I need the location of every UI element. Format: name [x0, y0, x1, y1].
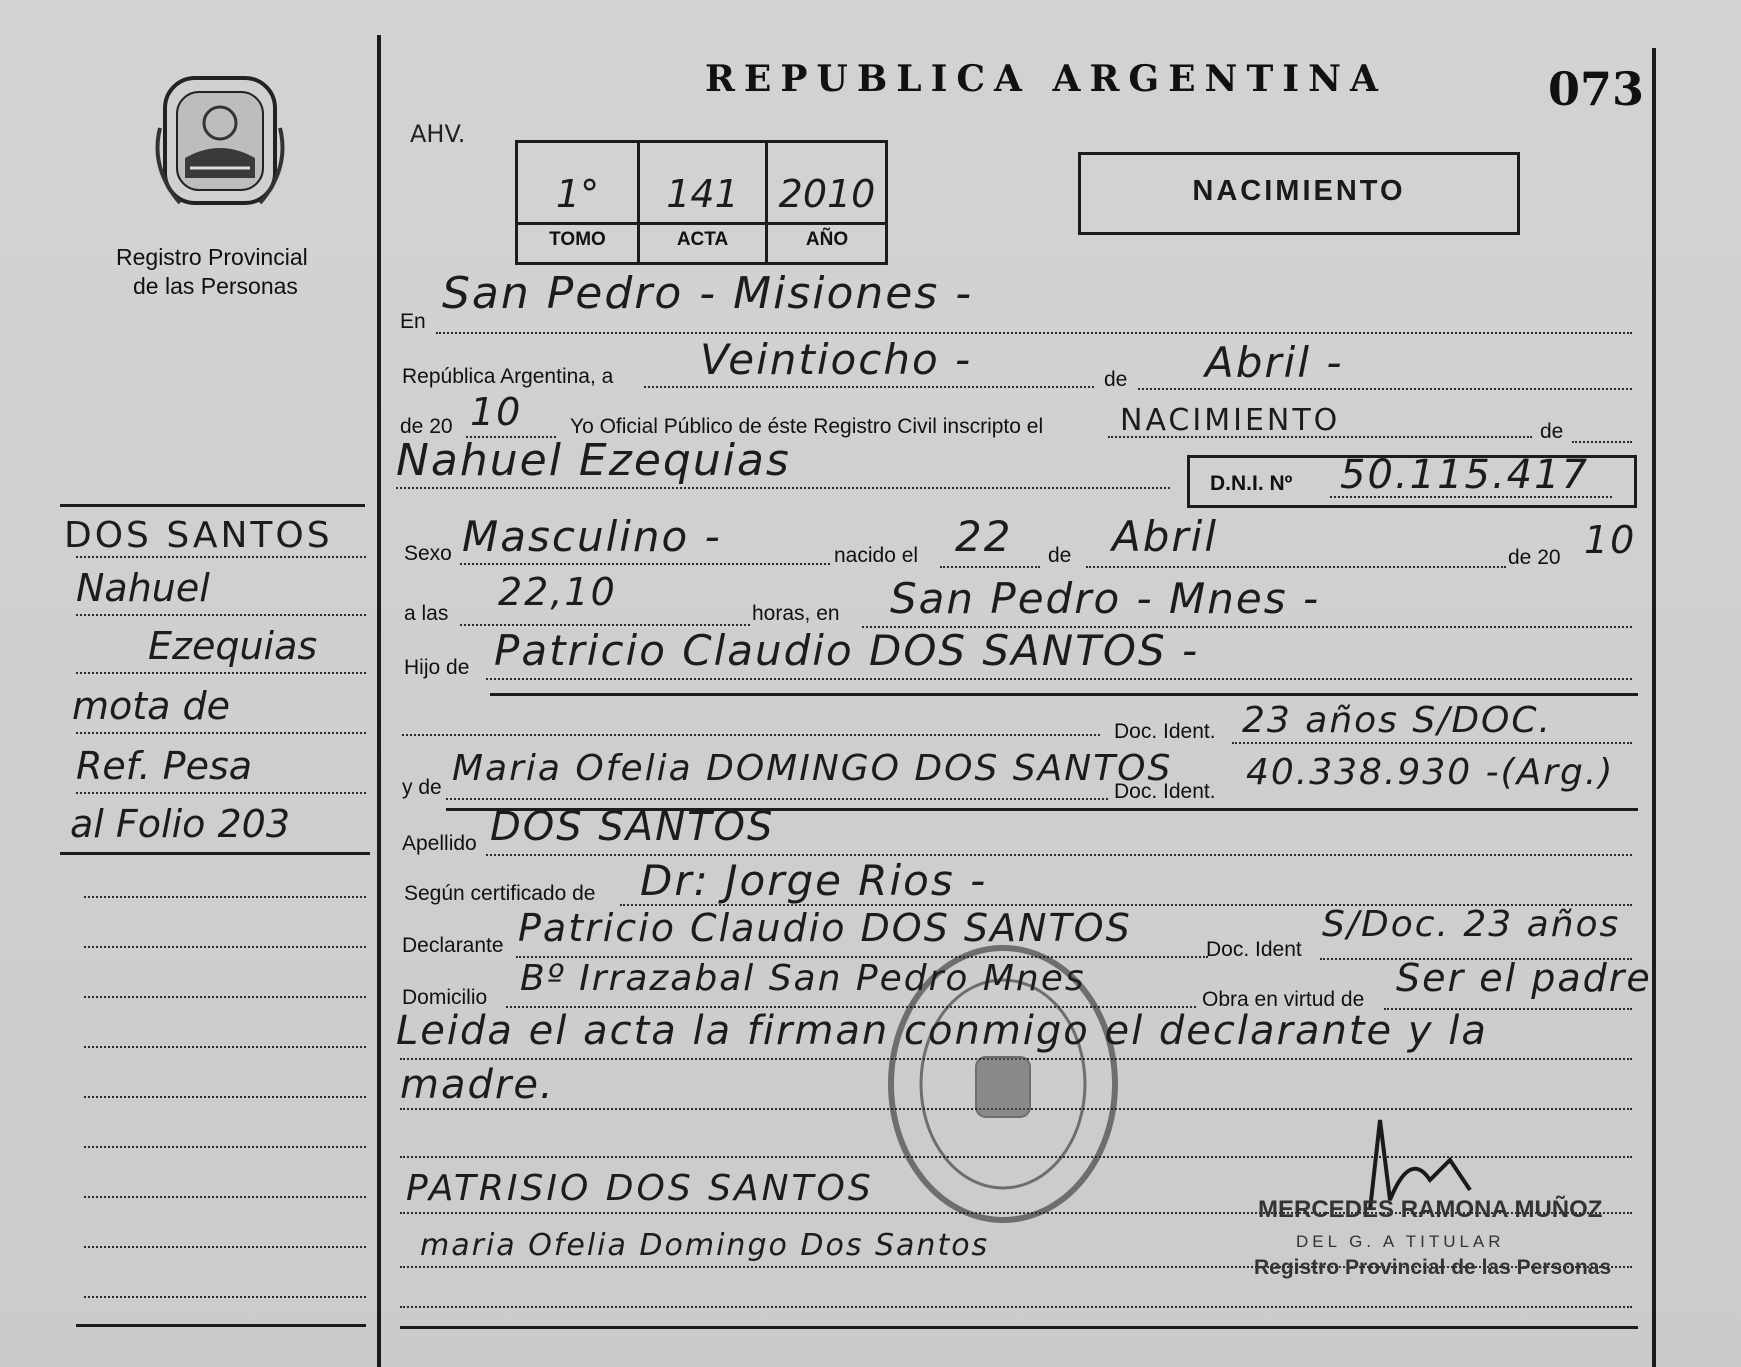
month-line — [1138, 388, 1632, 390]
horas-label: horas, en — [752, 602, 840, 625]
signature-father: PATRISIO DOS SANTOS — [406, 1168, 874, 1209]
en-label: En — [400, 310, 426, 333]
birth-place-value: San Pedro - Mnes - — [890, 574, 1321, 623]
sidebar-line-1: DOS SANTOS — [64, 515, 333, 556]
en-line — [436, 332, 1632, 334]
segun-value: Dr: Jorge Rios - — [640, 856, 988, 905]
de-20-label-2: de 20 — [1508, 546, 1561, 569]
country-title: REPUBLICA ARGENTINA — [705, 58, 1387, 100]
name-line — [396, 487, 1170, 489]
sig-rule-3 — [400, 1306, 1632, 1308]
official-role: DEL G. A TITULAR — [1296, 1232, 1505, 1251]
hijo-label: Hijo de — [404, 656, 470, 679]
declarante-value: Patricio Claudio DOS SANTOS — [518, 906, 1132, 950]
sidebar-rule-7 — [84, 896, 366, 898]
sidebar-rule-15 — [84, 1296, 366, 1298]
nacido-label: nacido el — [834, 544, 919, 567]
apellido-label: Apellido — [402, 832, 477, 855]
republica-label: República Argentina, a — [402, 365, 614, 388]
table-divider — [515, 222, 888, 225]
doc-ident-label: Doc. Ident. — [1114, 720, 1216, 743]
birth-month-value: Abril — [1112, 512, 1218, 561]
child-name-value: Nahuel Ezequias — [396, 435, 791, 486]
sexo-label: Sexo — [404, 542, 452, 565]
dni-value: 50.115.417 — [1340, 452, 1590, 498]
leida-line-1: Leida el acta la firman conmigo el declarante y la — [396, 1008, 1488, 1054]
acta-value: 141 — [666, 172, 739, 216]
sidebar-rule-13 — [84, 1196, 366, 1198]
de-label-3: de — [1048, 544, 1072, 567]
left-column-divider — [377, 35, 381, 1367]
father-value: Patricio Claudio DOS SANTOS - — [494, 626, 1200, 675]
month-value: Abril - — [1205, 338, 1344, 387]
de-label-2: de — [1540, 420, 1564, 443]
sidebar-rule-3 — [76, 672, 366, 674]
anio-label: AÑO — [805, 229, 849, 250]
tomo-value: 1° — [555, 172, 600, 216]
sidebar-line-3: Ezequias — [148, 624, 318, 668]
sidebar-line-5: Ref. Pesa — [76, 744, 253, 788]
official-registry: Registro Provincial de las Personas — [1254, 1256, 1612, 1279]
birth-year-value: 10 — [1584, 518, 1637, 562]
sidebar-rule-8 — [84, 946, 366, 948]
domicilio-label: Domicilio — [402, 986, 488, 1009]
father-underline — [490, 693, 1638, 696]
sidebar-rule-4 — [76, 732, 366, 734]
birth-day-value: 22 — [955, 512, 1013, 561]
day-value: Veintiocho - — [700, 335, 973, 384]
bottom-rule — [400, 1326, 1638, 1329]
sidebar-line — [60, 504, 365, 507]
declarante-label: Declarante — [402, 934, 504, 957]
anio-value: 2010 — [778, 172, 876, 216]
mother-value: Maria Ofelia DOMINGO DOS SANTOS — [452, 748, 1173, 789]
de-20-label: de 20 — [400, 415, 453, 438]
registry-name-line2: de las Personas — [133, 273, 298, 299]
leida-line-2: madre. — [400, 1062, 555, 1108]
en-value: San Pedro - Misiones - — [442, 268, 974, 319]
apellido-value: DOS SANTOS — [490, 804, 775, 850]
day-line — [644, 386, 1094, 388]
de-label: de — [1104, 368, 1128, 391]
domicilio-value: Bº Irrazabal San Pedro Mnes — [520, 958, 1086, 999]
birth-day-line — [940, 566, 1040, 568]
tomo-label: TOMO — [549, 229, 606, 250]
sidebar-line-2: Nahuel — [76, 566, 210, 610]
father-doc-value: 23 años S/DOC. — [1242, 700, 1552, 741]
father-extra-line — [402, 734, 1100, 736]
sidebar-rule-10 — [84, 1046, 366, 1048]
official-name: MERCEDES RAMONA MUÑOZ — [1258, 1196, 1603, 1223]
registry-name-line1: Registro Provincial — [116, 244, 308, 270]
segun-label: Según certificado de — [404, 882, 596, 905]
doc-ident-label-3: Doc. Ident — [1206, 938, 1302, 961]
sexo-value: Masculino - — [462, 512, 722, 561]
sidebar-line-4: mota de — [72, 684, 231, 728]
birth-month-line — [1086, 566, 1506, 568]
doc-ident-label-2: Doc. Ident. — [1114, 780, 1216, 803]
sexo-line — [460, 563, 830, 565]
province-seal-icon — [145, 68, 295, 218]
obra-value: Ser el padre — [1396, 956, 1652, 1000]
inscripto-value: NACIMIENTO — [1120, 403, 1341, 438]
sidebar-rule-5 — [76, 792, 366, 794]
mother-line — [446, 798, 1108, 800]
dni-line — [1330, 496, 1612, 498]
mother-doc-value: 40.338.930 -(Arg.) — [1246, 752, 1615, 793]
signature-mother: maria Ofelia Domingo Dos Santos — [420, 1228, 990, 1263]
right-border — [1652, 48, 1656, 1367]
father-line — [486, 678, 1632, 680]
sidebar-rule-1 — [76, 556, 366, 558]
alas-label: a las — [404, 602, 449, 625]
year-value: 10 — [470, 390, 523, 434]
yo-oficial-label: Yo Oficial Público de éste Registro Civil inscripto el — [570, 415, 1044, 438]
obra-label: Obra en virtud de — [1202, 988, 1365, 1011]
registry-stamp-icon — [884, 942, 1122, 1226]
father-doc-line — [1232, 742, 1632, 744]
hour-value: 22,10 — [498, 570, 617, 614]
de-line-2 — [1572, 441, 1632, 443]
folio-number: 073 — [1548, 62, 1645, 116]
sidebar-rule-2 — [76, 614, 366, 616]
sidebar-rule-11 — [84, 1096, 366, 1098]
sidebar-rule-12 — [84, 1146, 366, 1148]
sidebar-rule-6 — [60, 852, 370, 855]
sidebar-rule-9 — [84, 996, 366, 998]
margin-note: AHV. — [410, 120, 466, 148]
record-type-label: NACIMIENTO — [1192, 175, 1406, 207]
acta-label: ACTA — [676, 229, 729, 250]
declarante-doc-value: S/Doc. 23 años — [1322, 904, 1621, 945]
sidebar-rule-14 — [84, 1246, 366, 1248]
sidebar-line-6: al Folio 203 — [70, 802, 291, 846]
yde-label: y de — [402, 776, 442, 799]
sidebar-rule-bottom — [76, 1324, 366, 1327]
dni-label: D.N.I. Nº — [1210, 472, 1293, 495]
